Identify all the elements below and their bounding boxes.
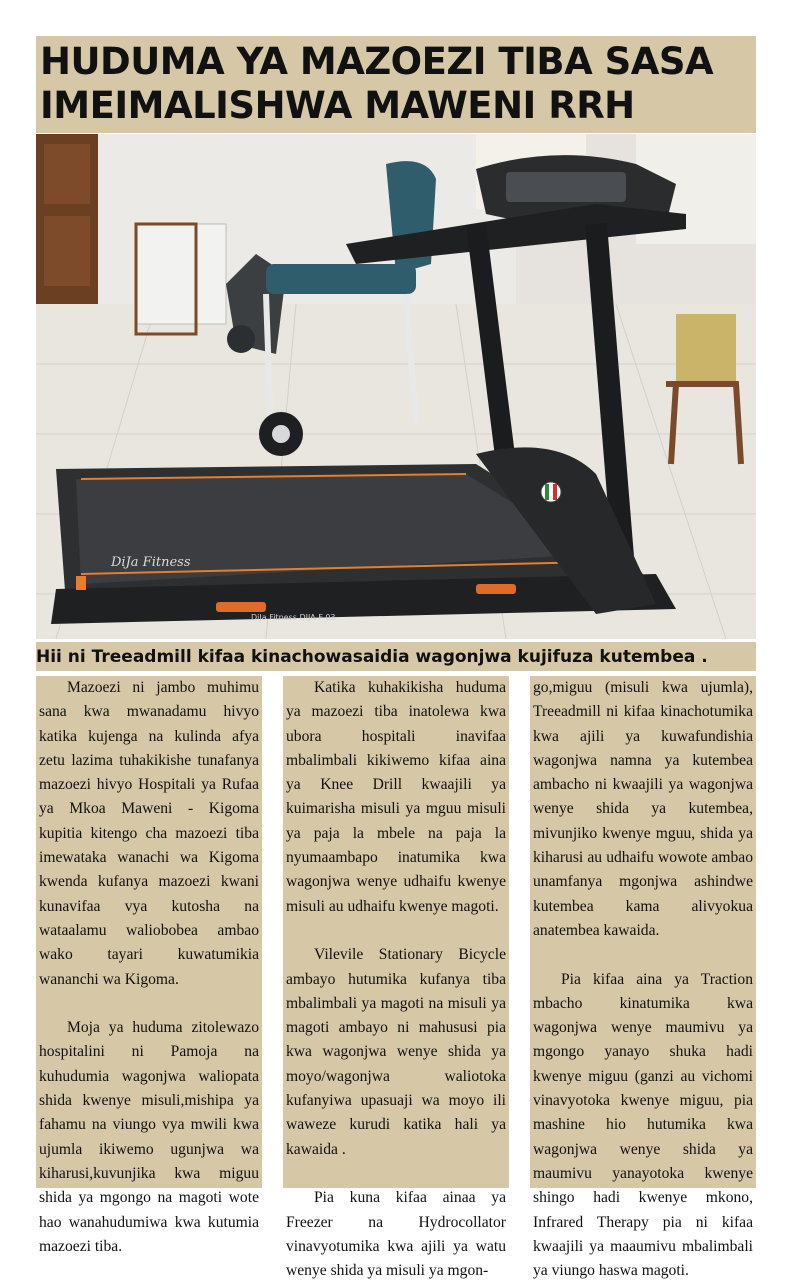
headline-bar: [36, 36, 756, 133]
treadmill-photo: [36, 134, 756, 639]
photo-caption: Hii ni Treeadmill kifaa kinachowasaidia wagonjwa kujifuza kutembea .: [36, 647, 708, 667]
paragraph: go,miguu (misuli kwa ujumla), Treeadmill ni kifaa kinachotumika kwa ajili ya kuwafundishia wagonjwa namna ya kutembea ambacho ni kwaajili ya wagonjwa wenye shida ya kutembea, mivunjiko kwenye mguu, shida ya kiharusi au udhaifu wowote ambao unamfanya mgonjwa ashindwe kutembea kama alivyokua anatembea kawaida.: [533, 679, 753, 939]
paragraph: Moja ya huduma zitolewazo hospitalini ni Pamoja na kuhudumia wagonjwa waliopata shida kwenye misuli,mishipa ya fahamu na viungo vya mwili kwa ujumla ikiwemo ugunjwa wa kiharusi,kuvunjika kwa miguu shida ya mgongo na magoti wote hao wanahudumiwa kwa kutumia mazoezi tiba.: [39, 1019, 259, 1255]
brand-label: DiJa Fitness: [111, 555, 191, 570]
paragraph: Pia kuna kifaa ainaa ya Freezer na Hydrocollator vinavyotumika kwa ajili ya watu wenye shida ya misuli ya mgon-: [286, 1189, 506, 1280]
paragraph: Vilevile Stationary Bicycle ambayo hutumika kufanya tiba mbalimbali ya magoti na misuli ya magoti ambayo ni mahususi pia kwa wagonjwa wenye shida ya moyo/wagonjwa waliotoka kufanyiwa upasuaji wa moyo ili waweze kurudi katika hali ya kawaida .: [286, 946, 506, 1158]
model-label: DiJa Fitness DIJA F 03: [251, 613, 336, 622]
text-column-3: [530, 676, 756, 1280]
text-column-2: [283, 676, 509, 1280]
article-headline: HUDUMA YA MAZOEZI TIBA SASA IMEIMALISHWA MAWENI RRH: [40, 40, 714, 127]
paragraph: Mazoezi ni jambo muhimu sana kwa mwanadamu hivyo katika kujenga na kulinda afya zetu lazima tuhakikishe tunafanya mazoezi hivyo Hospitali ya Rufaa ya Mkoa Maweni - Kigoma kupitia kitengo cha mazoezi tiba imewataka wanachi wa Kigoma kwenda kufanya mazoezi kwani kunavifaa vya kutosha na wataalamu waliobobea ambao wako tayari kuwatumikia wananchi wa Kigoma.: [39, 679, 259, 988]
text-column-1: [36, 676, 262, 1255]
paragraph: Katika kuhakikisha huduma ya mazoezi tiba inatolewa kwa ubora hospitali inavifaa mbalimbali kikiwemo kifaa aina ya Knee Drill kwaajili ya kuimarisha misuli ya mguu misuli ya paja la mbele na paja la nyumaambapo inatumika kwa wagonjwa wenye udhaifu kwenye misuli au udhaifu kwenye magoti.: [286, 679, 506, 915]
paragraph: Pia kifaa aina ya Traction mbacho kinatumika kwa wagonjwa wenye maumivu ya mgongo yanayo shuka hadi kwenye miguu (ganzi au vichomi vinavyotoka kwenye miguu, pia mashine hio hutumika kwa wagonjwa wenye shida ya maumivu yanayotoka kwenye shingo hadi kwenye mkono, Infrared Therapy pia ni kifaa kwaajili ya maaumivu mbalimbali ya viungo haswa magoti.: [533, 970, 753, 1280]
